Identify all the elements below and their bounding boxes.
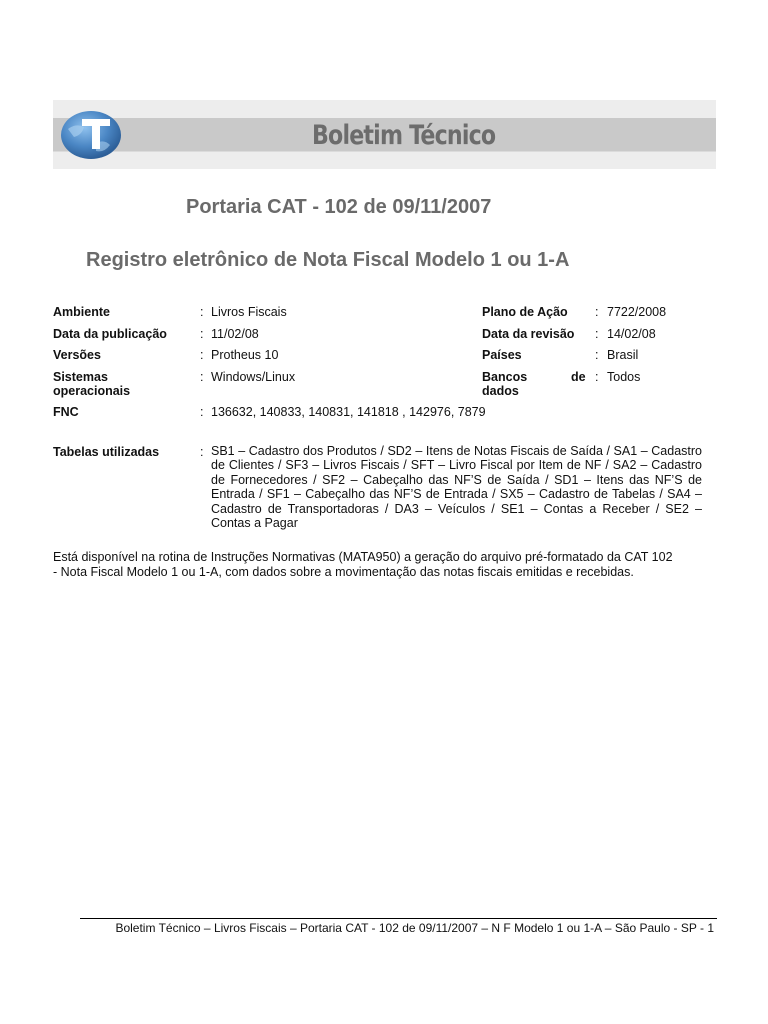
colon: :	[200, 405, 204, 419]
value-data-revisao: 14/02/08	[607, 327, 656, 341]
document-title: Portaria CAT - 102 de 09/11/2007	[186, 196, 492, 218]
label-bancos-line1b: de	[571, 370, 586, 384]
colon: :	[595, 305, 599, 319]
header-banner	[53, 100, 716, 169]
page-footer: Boletim Técnico – Livros Fiscais – Portaria CAT - 102 de 09/11/2007 – N F Modelo 1 ou 1-A – São Paulo - SP - 1	[115, 921, 714, 935]
value-bancos: Todos	[607, 370, 641, 384]
totvs-globe-logo-icon	[60, 109, 123, 160]
value-sistemas: Windows/Linux	[211, 370, 296, 384]
value-data-publicacao: 11/02/08	[211, 327, 259, 341]
colon: :	[595, 348, 599, 362]
value-plano-acao: 7722/2008	[607, 305, 667, 319]
label-sistemas-line2: operacionais	[53, 384, 131, 398]
label-bancos-line2: dados	[482, 384, 519, 398]
value-tabelas: SB1 – Cadastro dos Produtos / SD2 – Itens de Notas Fiscais de Saída / SA1 – Cadastro de Clientes / SF3 – Livros Fiscais / SFT – Livro Fiscal por Item de NF / SA2 – Cadastro de Fornecedores / SF2 – Cabeçalho das NF’S de Saída / SD1 – Itens das NF’S de Entrada / SF1 – Cabeçalho das NF’S de Entrada / SX5 – Cadastro de Tabelas / SA4 – Cadastro de Transportadoras / DA3 – Veículos / SE1 – Contas a Receber / SE2 – Contas a Pagar	[211, 444, 702, 531]
label-tabelas: Tabelas utilizadas	[53, 445, 160, 459]
colon: :	[200, 348, 204, 362]
colon: :	[595, 327, 599, 341]
label-plano-acao: Plano de Ação	[482, 305, 568, 319]
colon: :	[200, 370, 204, 384]
value-versoes: Protheus 10	[211, 348, 279, 362]
label-versoes: Versões	[53, 348, 101, 362]
label-bancos-line1a: Bancos	[482, 370, 528, 384]
label-fnc: FNC	[53, 405, 79, 419]
value-paises: Brasil	[607, 348, 639, 362]
label-data-revisao: Data da revisão	[482, 327, 575, 341]
label-data-publicacao: Data da publicação	[53, 327, 167, 341]
value-fnc: 136632, 140833, 140831, 141818 , 142976, 7879	[211, 405, 486, 419]
label-sistemas-line1: Sistemas	[53, 370, 108, 384]
intro-paragraph: Está disponível na rotina de Instruções Normativas (MATA950) a geração do arquivo pré-formatado da CAT 102 - Nota Fiscal Modelo 1 ou 1-A, com dados sobre a movimentação das notas fiscais emitidas e recebidas.	[53, 550, 673, 579]
colon: :	[595, 370, 599, 384]
label-ambiente: Ambiente	[53, 305, 110, 319]
footer-divider	[80, 918, 717, 919]
label-paises: Países	[482, 348, 522, 362]
colon: :	[200, 305, 204, 319]
value-ambiente: Livros Fiscais	[211, 305, 287, 319]
banner-title: Boletim Técnico	[312, 120, 496, 151]
colon: :	[200, 327, 204, 341]
document-subtitle: Registro eletrônico de Nota Fiscal Modelo 1 ou 1-A	[86, 249, 570, 271]
colon: :	[200, 445, 204, 459]
